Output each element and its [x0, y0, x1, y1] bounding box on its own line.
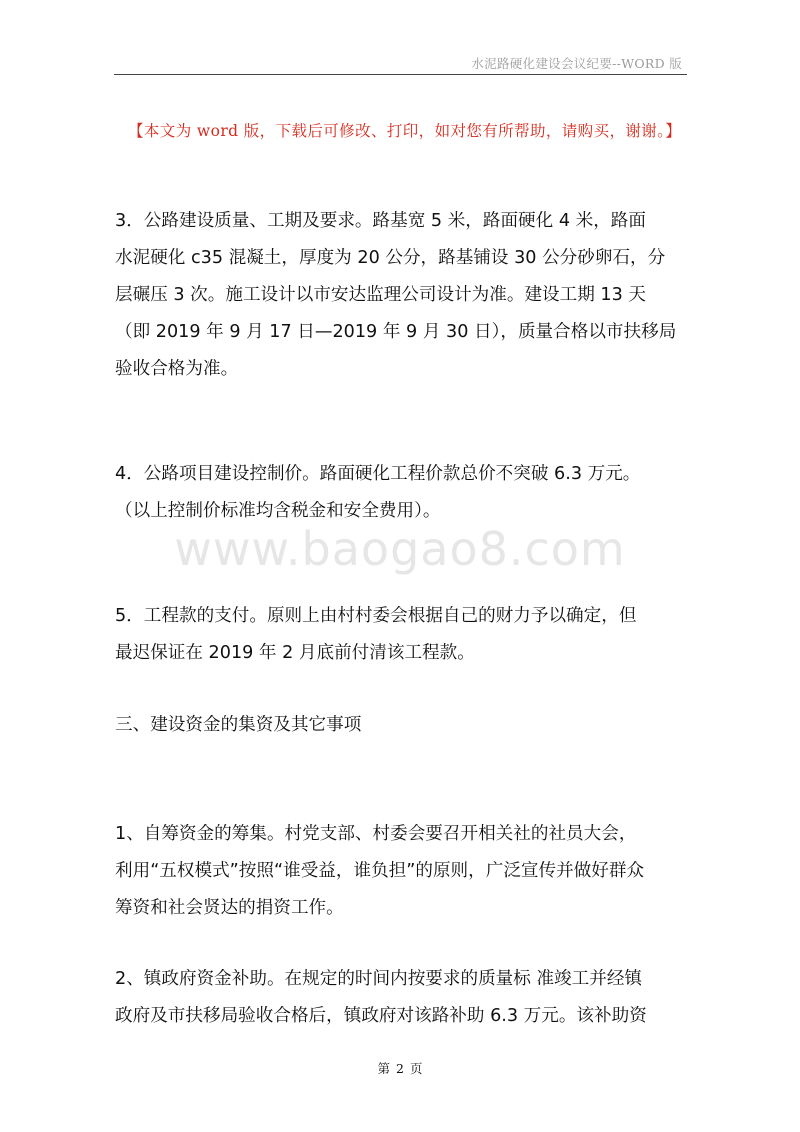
paragraph-text — [115, 707, 690, 744]
paragraph-self-funding — [115, 816, 690, 927]
text-line: 2、镇政府资金补助。在规定的时间内按要求的质量标 准竣工并经镇 — [115, 969, 643, 989]
text-line: 1、自筹资金的筹集。村党支部、村委会要召开相关社的社员大会， — [115, 824, 637, 844]
page-number: 2 — [396, 1061, 404, 1076]
text-line: 5．工程款的支付。原则上由村村委会根据自己的财力予以确定，但 — [115, 606, 637, 626]
text-line: 最迟保证在 2019 年 2 月底前付清该工程款。 — [115, 643, 475, 663]
watermark: www.baogao8.com — [174, 522, 626, 576]
text-line: 政府及市扶移局验收合格后，镇政府对该路补助 6.3 万元。该补助资 — [115, 1006, 647, 1026]
paragraph-text — [115, 961, 690, 1035]
text-line: 3．公路建设质量、工期及要求。路基宽 5 米，路面硬化 4 米，路面 — [115, 211, 646, 231]
document-header-title: 水泥路硬化建设会议纪要--WORD 版 — [471, 56, 682, 71]
page-footer — [0, 1059, 800, 1077]
section-heading-funding — [115, 707, 690, 744]
paragraph-text — [115, 203, 690, 388]
text-line: 利用“五权模式”按照“谁受益，谁负担”的原则，广泛宣传并做好群众 — [115, 861, 645, 881]
paragraph-control-price — [115, 456, 690, 530]
paragraph-payment — [115, 598, 690, 672]
paragraph-quality-schedule — [115, 203, 690, 388]
footer-suffix: 页 — [409, 1061, 423, 1076]
text-line: （即 2019 年 9 月 17 日—2019 年 9 月 30 日），质量合格以市扶移局 — [115, 322, 677, 342]
text-line: 层碾压 3 次。施工设计以市安达监理公司设计为准。建设工期 13 天 — [115, 285, 646, 305]
text-line: （以上控制价标准均含税金和安全费用）。 — [115, 501, 441, 521]
text-line: 水泥硬化 c35 混凝土，厚度为 20 公分，路基铺设 30 公分砂卵石，分 — [115, 248, 666, 268]
paragraph-text — [115, 456, 690, 530]
text-line: 三、建设资金的集资及其它事项 — [115, 715, 362, 735]
text-line: 验收合格为准。 — [115, 359, 239, 379]
header-divider — [114, 74, 687, 75]
text-line: 筹资和社会贤达的捐资工作。 — [115, 898, 344, 918]
paragraph-text — [115, 816, 690, 927]
footer-prefix: 第 — [377, 1061, 391, 1076]
purchase-notice: 【本文为 word 版，下载后可修改、打印，如对您有所帮助，请购买，谢谢。】 — [128, 122, 682, 140]
text-line: 4．公路项目建设控制价。路面硬化工程价款总价不突破 6.3 万元。 — [115, 464, 641, 484]
paragraph-town-subsidy — [115, 961, 690, 1035]
paragraph-text — [115, 598, 690, 672]
